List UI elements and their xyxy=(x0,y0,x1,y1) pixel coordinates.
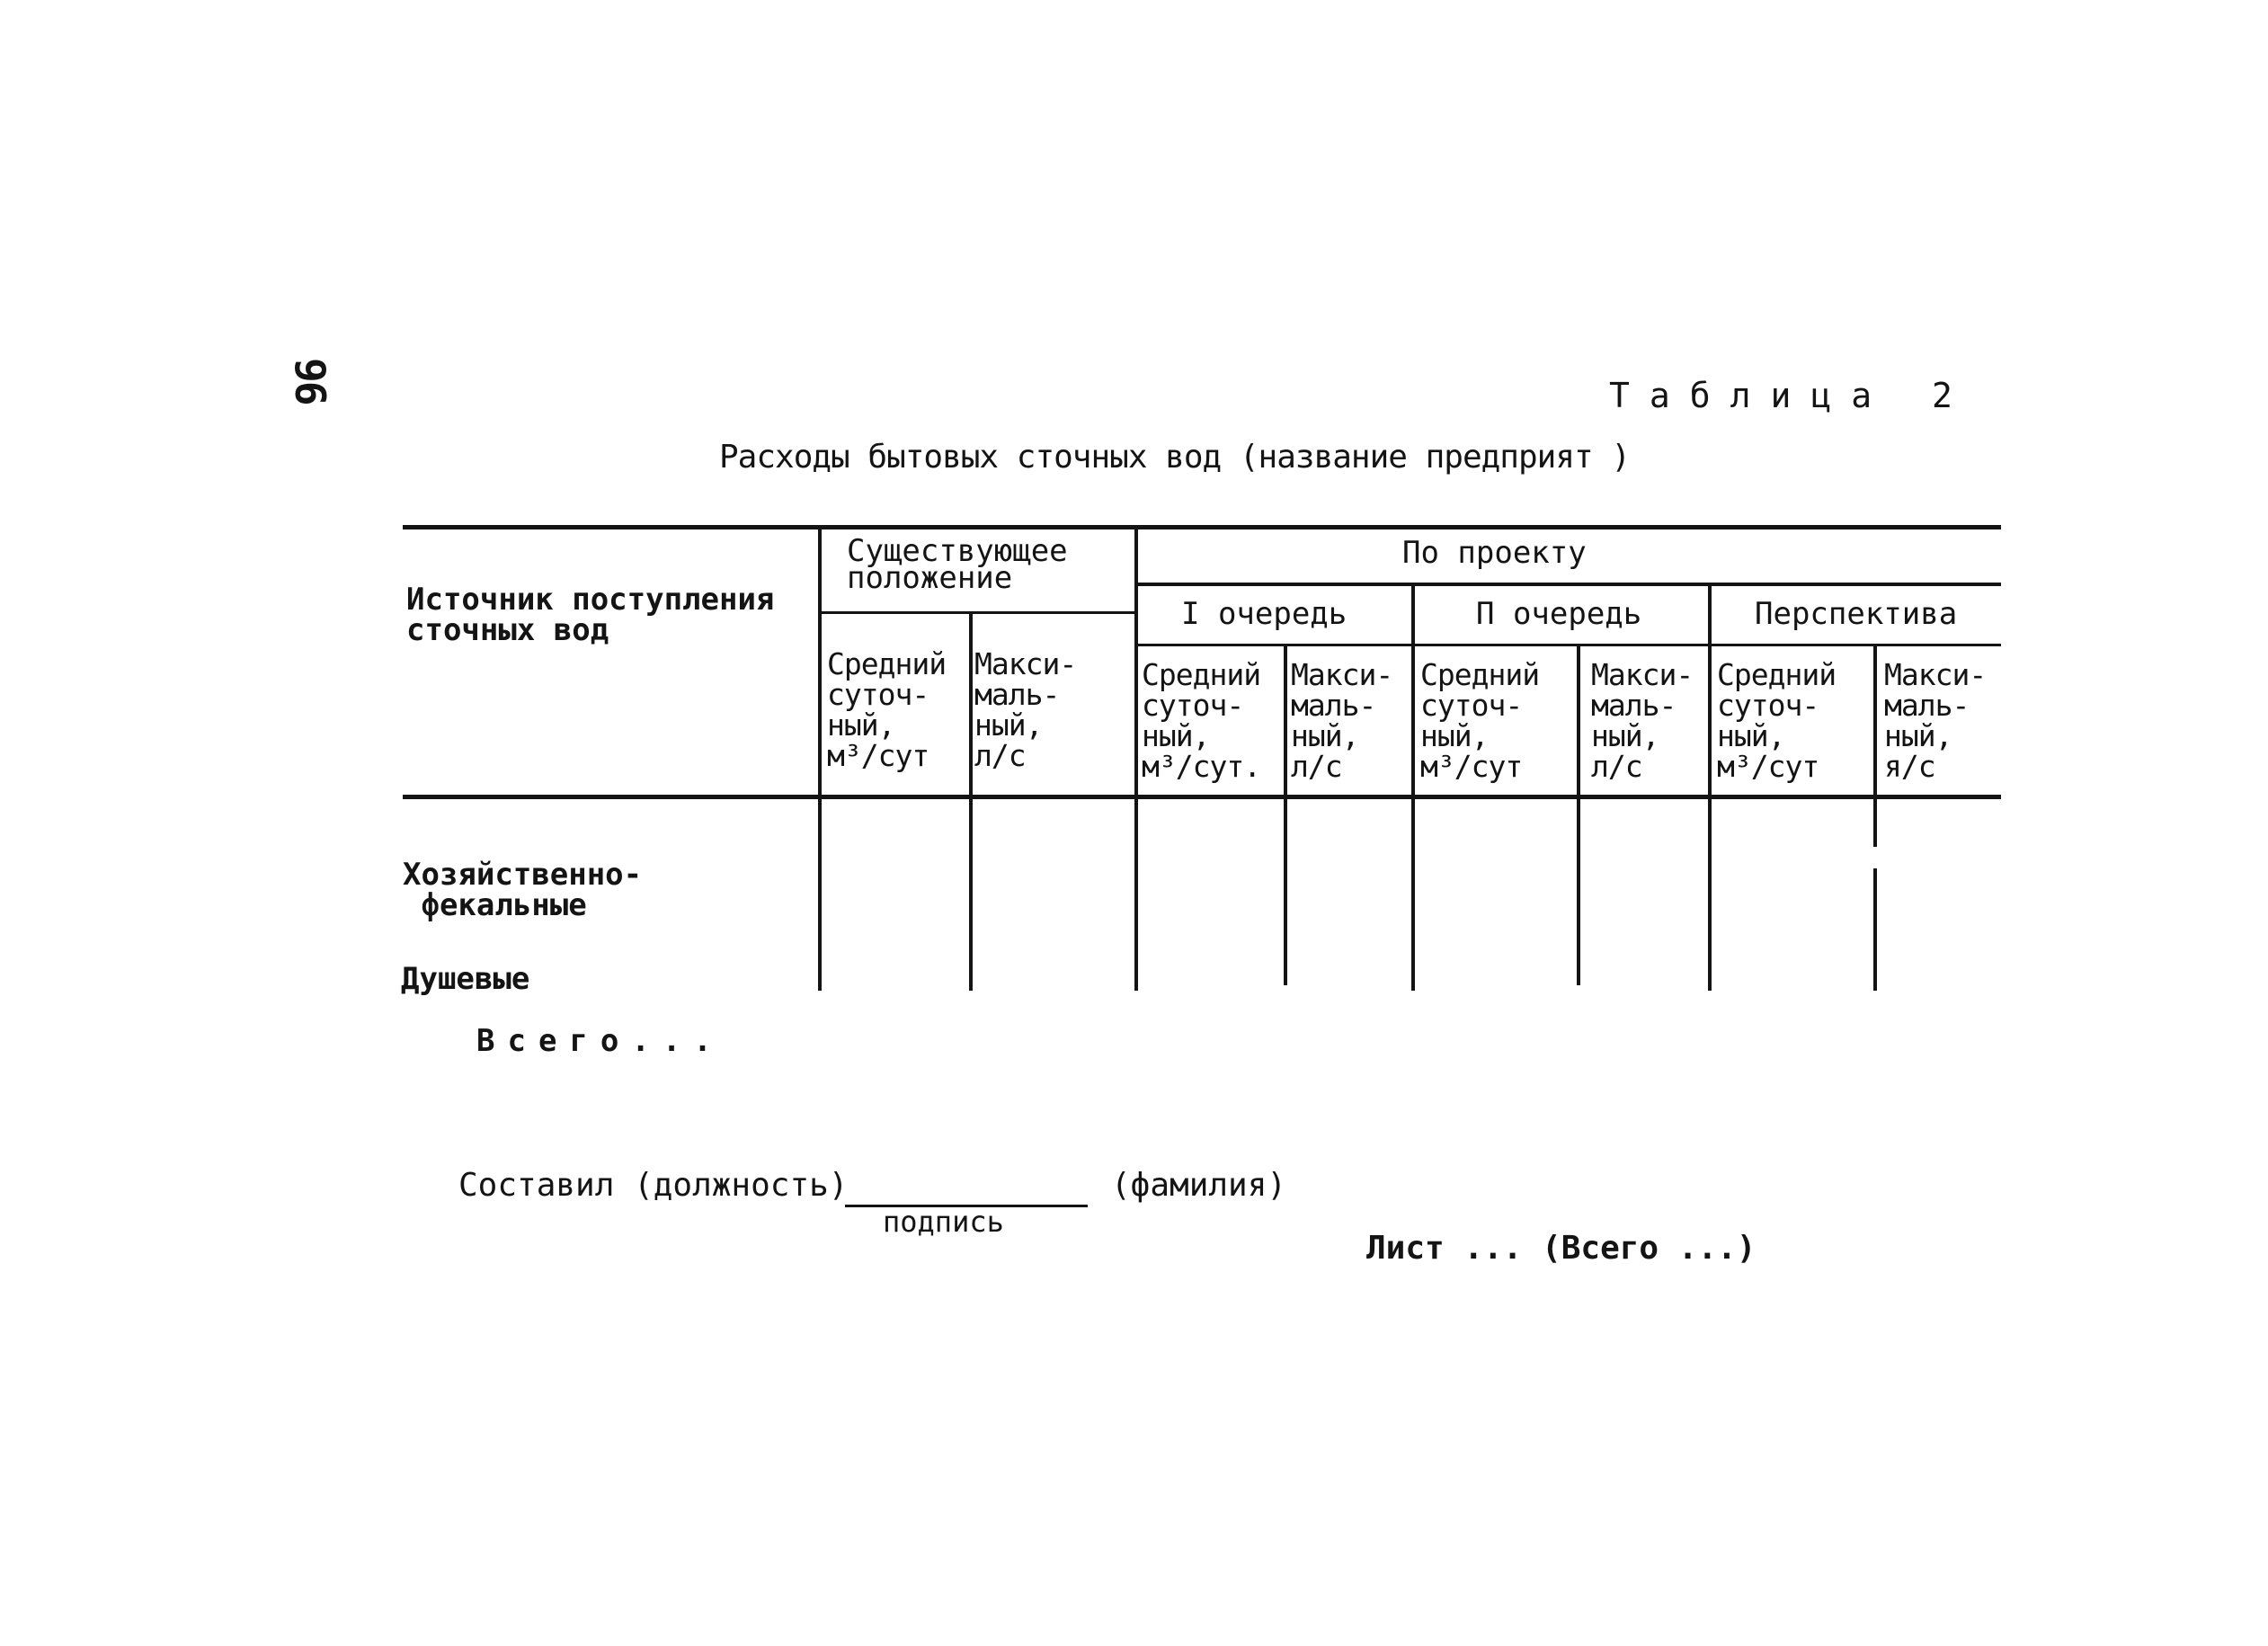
header-stage2-avg: Средний суточ- ный, м³/сут xyxy=(1420,657,1540,784)
signature-caption: подпись xyxy=(883,1205,1004,1239)
project-subheader-rule xyxy=(1137,583,2001,586)
header-stage2-max: Макси- маль- ный, л/с xyxy=(1591,657,1694,784)
header-stage1-avg: Средний суточ- ный, м³/сут. xyxy=(1142,657,1261,784)
header-persp-avg: Средний суточ- ный, м³/сут xyxy=(1717,657,1837,784)
col-divider-persp-upper xyxy=(1873,645,1877,847)
table-top-rule xyxy=(403,525,2001,529)
total-label: Всего... xyxy=(476,1023,725,1059)
header-bottom-rule xyxy=(403,795,2001,799)
existing-subheader-rule xyxy=(821,611,1137,614)
header-perspective: Перспектива xyxy=(1755,596,1958,632)
table-label: Таблица 2 xyxy=(1609,376,1972,415)
header-stage2: П очередь xyxy=(1476,596,1642,632)
row-label: Хозяйственно- фекальные xyxy=(403,857,643,923)
compiled-by-label: Составил (должность) xyxy=(458,1167,849,1204)
col-divider-stage1 xyxy=(1411,584,1415,991)
col-divider-source xyxy=(818,527,822,991)
header-existing: Существующее положение xyxy=(847,533,1068,596)
header-source: Источник поступления сточных вод xyxy=(406,582,775,648)
col-divider-stage2-inner xyxy=(1577,645,1580,985)
page-number: 96 xyxy=(286,358,334,405)
col-divider-persp-lower xyxy=(1873,868,1877,991)
col-divider-existing-inner xyxy=(969,613,973,991)
col-divider-existing xyxy=(1134,527,1138,991)
header-stage1: I очередь xyxy=(1181,596,1347,632)
col-divider-stage1-inner xyxy=(1284,645,1287,985)
header-stage1-max: Макси- маль- ный, л/с xyxy=(1291,657,1393,784)
header-existing-avg: Средний суточ- ный, м³/сут xyxy=(827,646,947,773)
surname-label: (фамилия) xyxy=(1111,1167,1287,1204)
sheet-label: Лист ... (Всего ...) xyxy=(1366,1230,1757,1267)
row-label: Душевые xyxy=(401,961,530,997)
col-divider-stage2 xyxy=(1708,584,1712,991)
header-persp-max: Макси- маль- ный, я/с xyxy=(1884,657,1987,784)
header-project: По проекту xyxy=(1402,535,1587,571)
table-title: Расходы бытовых сточных вод (название предприят ) xyxy=(719,439,1631,476)
header-existing-max: Макси- маль- ный, л/с xyxy=(974,646,1077,773)
stage-subheader-rule xyxy=(1137,644,2001,646)
